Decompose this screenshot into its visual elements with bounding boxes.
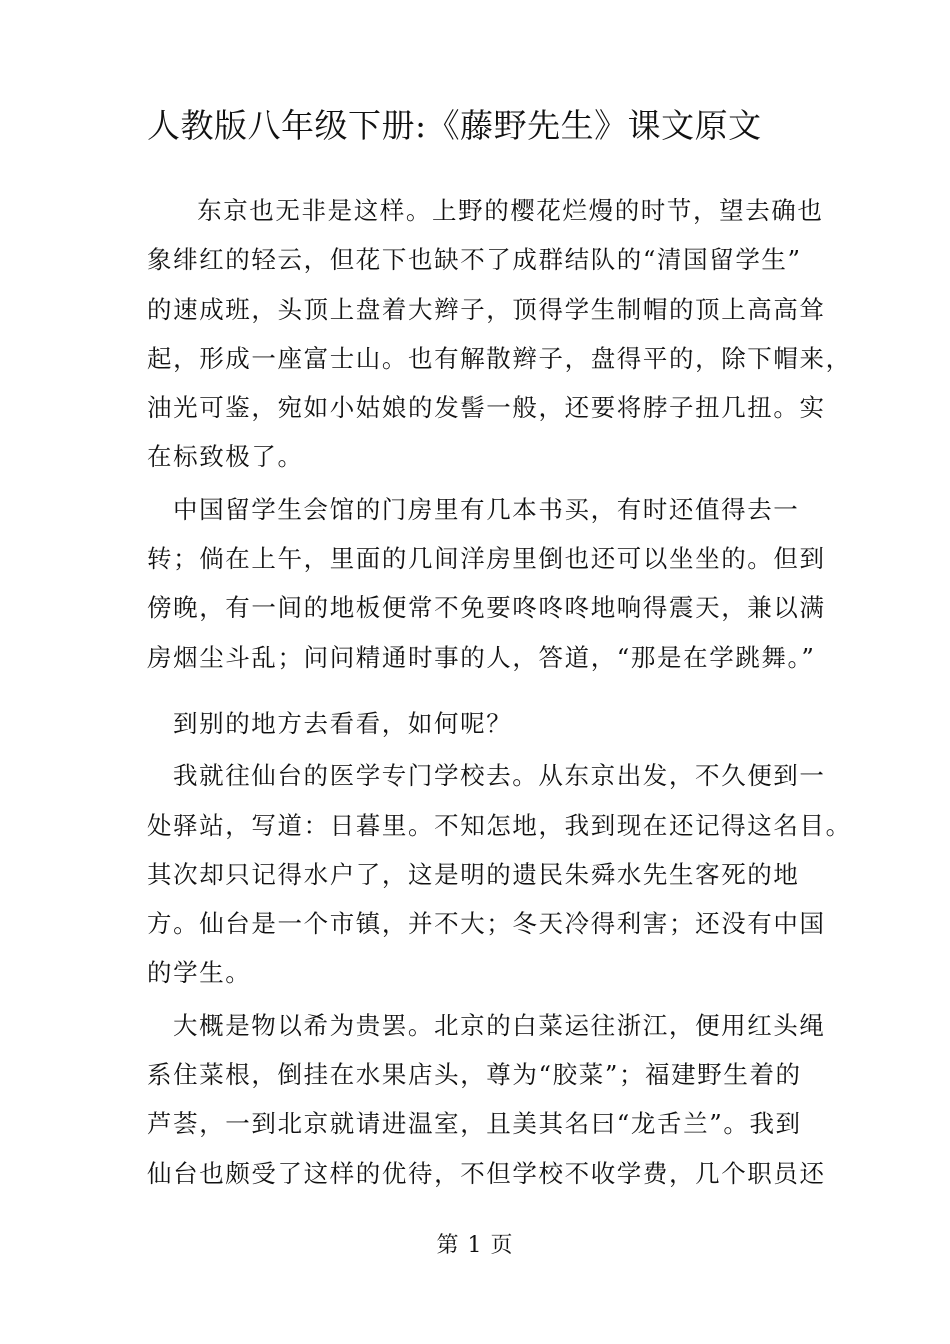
paragraph-line: 到别的地方去看看，如何呢？ bbox=[173, 708, 513, 738]
paragraph-1 bbox=[147, 186, 852, 482]
paragraph-line: 象绯红的轻云，但花下也缺不了成群结队的“清国留学生” bbox=[147, 245, 802, 275]
paragraph-line: 仙台也颇受了这样的优待，不但学校不收学费，几个职员还 bbox=[147, 1158, 826, 1188]
paragraph-4 bbox=[147, 751, 852, 997]
paragraph-line: 其次却只记得水户了，这是明的遗民朱舜水先生客死的地 bbox=[147, 859, 800, 889]
paragraph-line: 的速成班，头顶上盘着大辫子，顶得学生制帽的顶上高高耸 bbox=[147, 294, 826, 324]
paragraph-line: 芦荟，一到北京就请进温室，且美其名曰“龙舌兰”。我到 bbox=[147, 1109, 802, 1139]
document-body bbox=[147, 186, 852, 1201]
paragraph-line: 在标致极了。 bbox=[147, 442, 304, 472]
paragraph-line: 我就往仙台的医学专门学校去。从东京出发，不久便到一 bbox=[173, 761, 826, 791]
paragraph-line: 处驿站，写道：日暮里。不知怎地，我到现在还记得这名目。 bbox=[147, 810, 852, 840]
paragraph-3 bbox=[147, 699, 809, 748]
paragraph-gap bbox=[147, 685, 809, 699]
paragraph-line: 傍晚，有一间的地板便常不免要咚咚咚地响得震天，兼以满 bbox=[147, 593, 826, 623]
paragraph-line: 东京也无非是这样。上野的樱花烂熳的时节，望去确也 bbox=[171, 196, 824, 225]
paragraph-line: 的学生。 bbox=[147, 958, 252, 988]
page-number: 第 1 页 bbox=[436, 1233, 514, 1258]
paragraph-line: 转；倘在上午，里面的几间洋房里倒也还可以坐坐的。但到 bbox=[147, 544, 826, 574]
paragraph-line: 中国留学生会馆的门房里有几本书买，有时还值得去一 bbox=[173, 494, 800, 524]
paragraph-line: 油光可鉴，宛如小姑娘的发髻一般，还要将脖子扭几扭。实 bbox=[147, 393, 826, 423]
document-title: 人教版八年级下册:《藤野先生》课文原文 bbox=[147, 106, 762, 145]
paragraph-line: 大概是物以希为贵罢。北京的白菜运往浙江，便用红头绳 bbox=[173, 1010, 826, 1040]
paragraph-line: 系住菜根，倒挂在水果店头，尊为“胶菜”；福建野生着的 bbox=[147, 1060, 802, 1090]
paragraph-line: 方。仙台是一个市镇，并不大；冬天冷得利害；还没有中国 bbox=[147, 909, 826, 939]
paragraph-line: 房烟尘斗乱；问问精通时事的人，答道，“那是在学跳舞。” bbox=[147, 642, 816, 672]
paragraph-5 bbox=[147, 1001, 826, 1198]
paragraph-2 bbox=[147, 485, 826, 682]
paragraph-line: 起，形成一座富士山。也有解散辫子，盘得平的，除下帽来， bbox=[147, 343, 852, 373]
